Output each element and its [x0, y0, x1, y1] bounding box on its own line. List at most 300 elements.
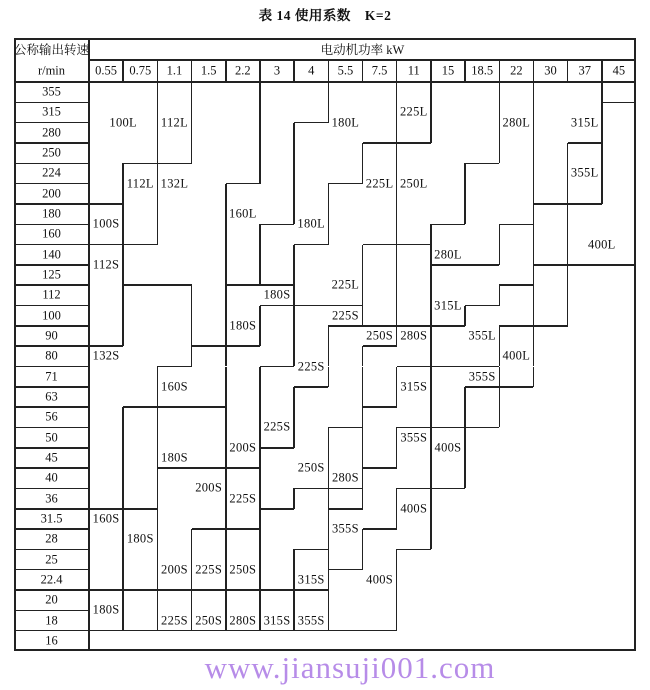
- region-boundary-v: [259, 387, 261, 407]
- region-boundary-v: [396, 306, 398, 326]
- region-boundary-v: [464, 163, 466, 183]
- region-boundary-v: [396, 224, 398, 244]
- region-boundary-h: [431, 427, 465, 429]
- region-boundary-v: [328, 570, 330, 590]
- speed-row-separator: [14, 325, 89, 327]
- region-boundary-v: [293, 306, 295, 326]
- region-boundary-v: [464, 306, 466, 326]
- region-boundary-v: [328, 488, 330, 508]
- speed-row-separator: [14, 345, 89, 347]
- region-boundary-h: [226, 630, 260, 632]
- region-boundary-v: [122, 184, 124, 204]
- power-header-separator: [259, 60, 261, 82]
- region-boundary-h: [397, 325, 431, 327]
- speed-cell: 315: [42, 104, 61, 119]
- region-boundary-v: [225, 346, 227, 366]
- region-boundary-v: [157, 509, 159, 529]
- frame-size-label: 355S: [331, 521, 359, 536]
- region-boundary-v: [396, 82, 398, 102]
- power-header-separator: [533, 60, 535, 82]
- frame-size-label: 112S: [92, 257, 120, 272]
- speed-row-separator: [14, 244, 89, 246]
- region-boundary-v: [430, 326, 432, 346]
- speed-row-separator: [14, 488, 89, 490]
- region-boundary-v: [259, 448, 261, 468]
- region-boundary-v: [157, 549, 159, 569]
- frame-size-label: 160S: [161, 379, 188, 394]
- region-boundary-h: [328, 488, 362, 490]
- frame-size-label: 280L: [434, 247, 462, 262]
- speed-row-separator: [14, 406, 89, 408]
- region-boundary-v: [225, 427, 227, 447]
- region-boundary-v: [259, 529, 261, 549]
- speed-cell: 224: [42, 165, 61, 180]
- region-boundary-v: [396, 570, 398, 590]
- frame-size-label: 200S: [195, 480, 223, 495]
- speed-row-separator: [14, 630, 89, 632]
- region-boundary-v: [259, 570, 261, 590]
- region-boundary-v: [191, 123, 193, 143]
- frame-size-label: 400L: [502, 348, 531, 363]
- region-boundary-v: [259, 265, 261, 285]
- region-boundary-v: [533, 102, 535, 122]
- speed-cell: 200: [42, 186, 61, 201]
- region-boundary-h: [123, 163, 157, 165]
- frame-size-label: 225L: [331, 277, 360, 292]
- region-boundary-v: [430, 306, 432, 326]
- region-boundary-v: [328, 427, 330, 447]
- region-boundary-h: [157, 589, 191, 591]
- region-boundary-v: [259, 407, 261, 427]
- region-boundary-v: [567, 265, 569, 285]
- region-boundary-v: [122, 610, 124, 630]
- power-header-separator: [191, 60, 193, 82]
- speed-row-separator: [14, 142, 89, 144]
- speed-row-separator: [14, 264, 89, 266]
- region-boundary-h: [294, 488, 328, 490]
- speed-cell: 355: [42, 84, 61, 99]
- region-boundary-v: [122, 306, 124, 326]
- region-boundary-v: [122, 204, 124, 224]
- power-header-cell: 4: [308, 63, 315, 78]
- region-boundary-v: [430, 529, 432, 549]
- region-boundary-v: [259, 549, 261, 569]
- region-boundary-v: [122, 265, 124, 285]
- region-boundary-v: [225, 326, 227, 346]
- region-boundary-v: [259, 163, 261, 183]
- region-boundary-v: [362, 285, 364, 305]
- region-boundary-v: [396, 549, 398, 569]
- region-boundary-v: [259, 367, 261, 387]
- region-boundary-h: [89, 244, 123, 246]
- region-boundary-h: [465, 163, 499, 165]
- region-boundary-h: [294, 244, 328, 246]
- region-boundary-h: [260, 366, 294, 368]
- region-boundary-v: [293, 204, 295, 224]
- region-boundary-h: [294, 305, 328, 307]
- region-boundary-v: [567, 224, 569, 244]
- frame-size-label: 400S: [400, 501, 428, 516]
- frame-size-label: 280S: [229, 613, 257, 628]
- region-boundary-v: [430, 367, 432, 387]
- power-header-cell: 0.75: [129, 63, 152, 78]
- region-boundary-v: [225, 549, 227, 569]
- region-boundary-h: [431, 264, 465, 266]
- region-boundary-v: [567, 204, 569, 224]
- region-boundary-v: [430, 427, 432, 447]
- power-header-separator: [157, 60, 159, 82]
- region-boundary-v: [157, 407, 159, 427]
- region-boundary-v: [225, 590, 227, 610]
- frame-size-label: 180S: [92, 602, 120, 617]
- region-boundary-h: [431, 488, 465, 490]
- region-boundary-h: [499, 284, 533, 286]
- speed-row-separator: [14, 203, 89, 205]
- region-boundary-v: [328, 367, 330, 387]
- region-boundary-v: [225, 265, 227, 285]
- region-boundary-v: [259, 468, 261, 488]
- region-boundary-h: [328, 305, 362, 307]
- frame-size-label: 200S: [229, 440, 257, 455]
- region-boundary-v: [499, 346, 501, 366]
- region-boundary-v: [259, 610, 261, 630]
- region-boundary-h: [499, 224, 533, 226]
- power-header-separator: [225, 60, 227, 82]
- region-boundary-v: [293, 590, 295, 610]
- region-boundary-v: [430, 265, 432, 285]
- frame-size-label: 225S: [297, 359, 325, 373]
- frame-size-label: 400S: [434, 440, 462, 455]
- region-boundary-v: [362, 265, 364, 285]
- region-boundary-v: [464, 184, 466, 204]
- region-boundary-v: [430, 509, 432, 529]
- region-boundary-v: [601, 102, 603, 122]
- frame-size-label: 355L: [468, 328, 496, 343]
- region-boundary-v: [499, 326, 501, 346]
- region-boundary-h: [363, 406, 397, 408]
- region-boundary-v: [362, 306, 364, 326]
- region-boundary-h: [260, 630, 294, 632]
- frame-size-label: 315S: [263, 613, 291, 628]
- region-boundary-h: [226, 284, 260, 286]
- region-boundary-h: [465, 366, 499, 368]
- region-boundary-h: [328, 325, 362, 327]
- region-boundary-v: [157, 427, 159, 447]
- region-boundary-h: [328, 569, 362, 571]
- region-boundary-v: [533, 285, 535, 305]
- region-boundary-v: [430, 285, 432, 305]
- region-boundary-h: [157, 467, 191, 469]
- region-boundary-v: [533, 163, 535, 183]
- speed-cell: 63: [45, 389, 58, 404]
- region-boundary-v: [122, 285, 124, 305]
- speed-row-separator: [14, 467, 89, 469]
- frame-size-label: 315S: [297, 572, 325, 587]
- region-boundary-v: [225, 285, 227, 305]
- speed-row-separator: [14, 508, 89, 510]
- region-boundary-h: [123, 406, 157, 408]
- region-boundary-v: [259, 245, 261, 265]
- region-boundary-v: [157, 204, 159, 224]
- region-boundary-v: [122, 245, 124, 265]
- region-boundary-v: [328, 102, 330, 122]
- frame-size-label: 250S: [297, 460, 325, 475]
- region-boundary-v: [293, 123, 295, 143]
- region-boundary-h: [465, 427, 499, 429]
- region-boundary-v: [533, 346, 535, 366]
- region-boundary-v: [122, 326, 124, 346]
- region-boundary-v: [328, 468, 330, 488]
- region-boundary-v: [157, 570, 159, 590]
- region-boundary-v: [328, 184, 330, 204]
- region-boundary-v: [122, 590, 124, 610]
- frame-size-label: 132S: [92, 348, 120, 363]
- region-boundary-v: [328, 82, 330, 102]
- speed-header-label: 公称输出转速: [13, 43, 90, 57]
- region-boundary-v: [225, 306, 227, 326]
- frame-size-label: 132L: [160, 176, 189, 191]
- region-boundary-h: [157, 163, 191, 165]
- region-boundary-h: [397, 142, 431, 144]
- region-boundary-v: [396, 285, 398, 305]
- power-header-separator: [122, 60, 124, 82]
- region-boundary-v: [259, 123, 261, 143]
- power-header-label: 电动机功率 kW: [320, 43, 405, 57]
- region-boundary-h: [89, 589, 123, 591]
- region-boundary-v: [499, 285, 501, 305]
- region-boundary-v: [225, 509, 227, 529]
- region-boundary-v: [225, 367, 227, 387]
- region-boundary-h: [602, 102, 636, 104]
- speed-row-separator: [14, 589, 89, 591]
- region-boundary-v: [396, 184, 398, 204]
- region-boundary-v: [533, 265, 535, 285]
- region-boundary-v: [362, 407, 364, 427]
- region-boundary-v: [362, 488, 364, 508]
- region-boundary-h: [533, 325, 567, 327]
- region-boundary-h: [226, 589, 260, 591]
- speed-row-separator: [14, 163, 89, 165]
- region-boundary-h: [533, 203, 567, 205]
- region-boundary-v: [396, 143, 398, 163]
- region-boundary-v: [533, 224, 535, 244]
- speed-row-separator: [14, 122, 89, 124]
- speed-cell: 71: [45, 369, 58, 384]
- region-boundary-v: [464, 427, 466, 447]
- region-boundary-h: [533, 264, 567, 266]
- region-boundary-h: [431, 224, 465, 226]
- region-boundary-v: [191, 306, 193, 326]
- frame-size-label: 400S: [366, 572, 394, 587]
- region-boundary-h: [226, 528, 260, 530]
- region-boundary-v: [328, 204, 330, 224]
- speed-cell: 40: [45, 470, 58, 485]
- region-boundary-v: [499, 143, 501, 163]
- region-boundary-v: [122, 163, 124, 183]
- region-boundary-h: [294, 122, 328, 124]
- region-boundary-v: [396, 387, 398, 407]
- region-boundary-v: [499, 123, 501, 143]
- region-boundary-h: [328, 630, 362, 632]
- frame-size-label: 225L: [399, 104, 428, 119]
- region-boundary-v: [362, 245, 364, 265]
- region-boundary-v: [259, 224, 261, 244]
- region-boundary-v: [225, 204, 227, 224]
- power-header-separator: [567, 60, 569, 82]
- region-boundary-h: [465, 305, 499, 307]
- region-boundary-v: [122, 529, 124, 549]
- power-header-cell: 3: [273, 63, 281, 78]
- speed-unit-label: r/min: [37, 63, 66, 78]
- region-boundary-h: [260, 284, 294, 286]
- region-boundary-v: [157, 143, 159, 163]
- region-boundary-h: [328, 183, 362, 185]
- region-boundary-v: [499, 224, 501, 244]
- region-boundary-v: [362, 427, 364, 447]
- speed-row-separator: [14, 386, 89, 388]
- speed-row-separator: [14, 305, 89, 307]
- region-boundary-v: [259, 590, 261, 610]
- region-boundary-v: [293, 346, 295, 366]
- region-boundary-v: [225, 448, 227, 468]
- region-boundary-v: [191, 590, 193, 610]
- region-boundary-h: [260, 305, 294, 307]
- frame-size-label: 100L: [109, 115, 137, 130]
- frame-size-label: 225S: [195, 562, 223, 577]
- speed-cell: 125: [42, 267, 61, 282]
- region-boundary-v: [362, 387, 364, 407]
- power-header-separator: [499, 60, 501, 82]
- region-boundary-h: [568, 203, 602, 205]
- region-boundary-v: [191, 610, 193, 630]
- speed-row-separator: [14, 427, 89, 429]
- region-boundary-v: [293, 407, 295, 427]
- region-boundary-h: [260, 224, 294, 226]
- region-boundary-v: [464, 407, 466, 427]
- region-boundary-v: [122, 570, 124, 590]
- region-boundary-h: [260, 447, 294, 449]
- region-boundary-v: [328, 610, 330, 630]
- region-boundary-h: [226, 345, 260, 347]
- region-boundary-v: [362, 448, 364, 468]
- region-boundary-v: [396, 509, 398, 529]
- frame-size-label: 315L: [570, 115, 599, 130]
- region-boundary-h: [192, 345, 226, 347]
- speed-cell: 250: [42, 145, 61, 160]
- region-boundary-v: [396, 123, 398, 143]
- speed-cell: 56: [45, 409, 58, 424]
- region-boundary-v: [430, 448, 432, 468]
- region-boundary-v: [293, 570, 295, 590]
- region-boundary-h: [157, 630, 191, 632]
- region-boundary-v: [362, 468, 364, 488]
- region-boundary-h: [397, 488, 431, 490]
- frame-size-label: 180L: [297, 216, 326, 231]
- region-boundary-h: [328, 508, 362, 510]
- region-boundary-v: [567, 285, 569, 305]
- region-boundary-v: [362, 346, 364, 366]
- region-boundary-v: [191, 529, 193, 549]
- frame-size-label: 225S: [229, 491, 257, 506]
- region-boundary-v: [396, 590, 398, 610]
- region-boundary-v: [122, 448, 124, 468]
- region-boundary-h: [568, 142, 602, 144]
- region-boundary-v: [396, 610, 398, 630]
- region-boundary-h: [226, 183, 260, 185]
- speed-row-separator: [14, 549, 89, 551]
- region-boundary-v: [225, 468, 227, 488]
- speed-row-separator: [14, 102, 89, 104]
- region-boundary-v: [362, 143, 364, 163]
- region-boundary-v: [191, 346, 193, 366]
- power-header-separator: [464, 60, 466, 82]
- region-boundary-v: [533, 326, 535, 346]
- table-title: 表 14 使用系数 K=2: [258, 8, 392, 23]
- region-boundary-v: [396, 326, 398, 346]
- region-boundary-h: [260, 508, 294, 510]
- region-boundary-h: [397, 244, 431, 246]
- frame-size-label: 200S: [161, 562, 188, 577]
- region-boundary-h: [89, 345, 123, 347]
- region-boundary-v: [430, 82, 432, 102]
- region-boundary-h: [89, 630, 123, 632]
- speed-cell: 90: [45, 328, 58, 343]
- region-boundary-h: [397, 366, 431, 368]
- region-boundary-v: [191, 285, 193, 305]
- region-boundary-h: [499, 325, 533, 327]
- region-boundary-v: [157, 82, 159, 102]
- region-boundary-h: [123, 508, 157, 510]
- region-boundary-v: [259, 326, 261, 346]
- frame-size-label: 355S: [297, 613, 325, 628]
- speed-cell: 100: [42, 308, 61, 323]
- power-header-separator: [601, 60, 603, 82]
- frame-size-label: 180L: [331, 115, 360, 130]
- region-boundary-v: [293, 488, 295, 508]
- region-boundary-v: [293, 285, 295, 305]
- region-boundary-h: [397, 427, 431, 429]
- speed-cell: 25: [45, 552, 58, 567]
- region-boundary-v: [601, 123, 603, 143]
- frame-size-label: 355S: [468, 369, 496, 384]
- region-boundary-h: [294, 589, 328, 591]
- power-header-cell: 37: [578, 63, 591, 78]
- speed-cell: 80: [45, 348, 58, 363]
- region-boundary-h: [431, 366, 465, 368]
- frame-size-label: 250S: [195, 613, 223, 628]
- region-boundary-h: [192, 406, 226, 408]
- region-boundary-v: [122, 509, 124, 529]
- frame-size-label: 315S: [400, 379, 428, 394]
- region-boundary-v: [430, 123, 432, 143]
- region-boundary-h: [123, 630, 157, 632]
- region-boundary-h: [499, 386, 533, 388]
- region-boundary-v: [533, 245, 535, 265]
- region-boundary-h: [568, 264, 602, 266]
- region-boundary-v: [328, 509, 330, 529]
- region-boundary-v: [225, 224, 227, 244]
- speed-row-separator: [14, 528, 89, 530]
- region-boundary-v: [362, 163, 364, 183]
- region-boundary-v: [601, 143, 603, 163]
- speed-cell: 180: [42, 206, 61, 221]
- region-boundary-v: [157, 488, 159, 508]
- region-boundary-v: [191, 549, 193, 569]
- frame-size-label: 225S: [331, 308, 359, 323]
- region-boundary-v: [533, 204, 535, 224]
- speed-row-separator: [14, 183, 89, 185]
- region-boundary-v: [328, 346, 330, 366]
